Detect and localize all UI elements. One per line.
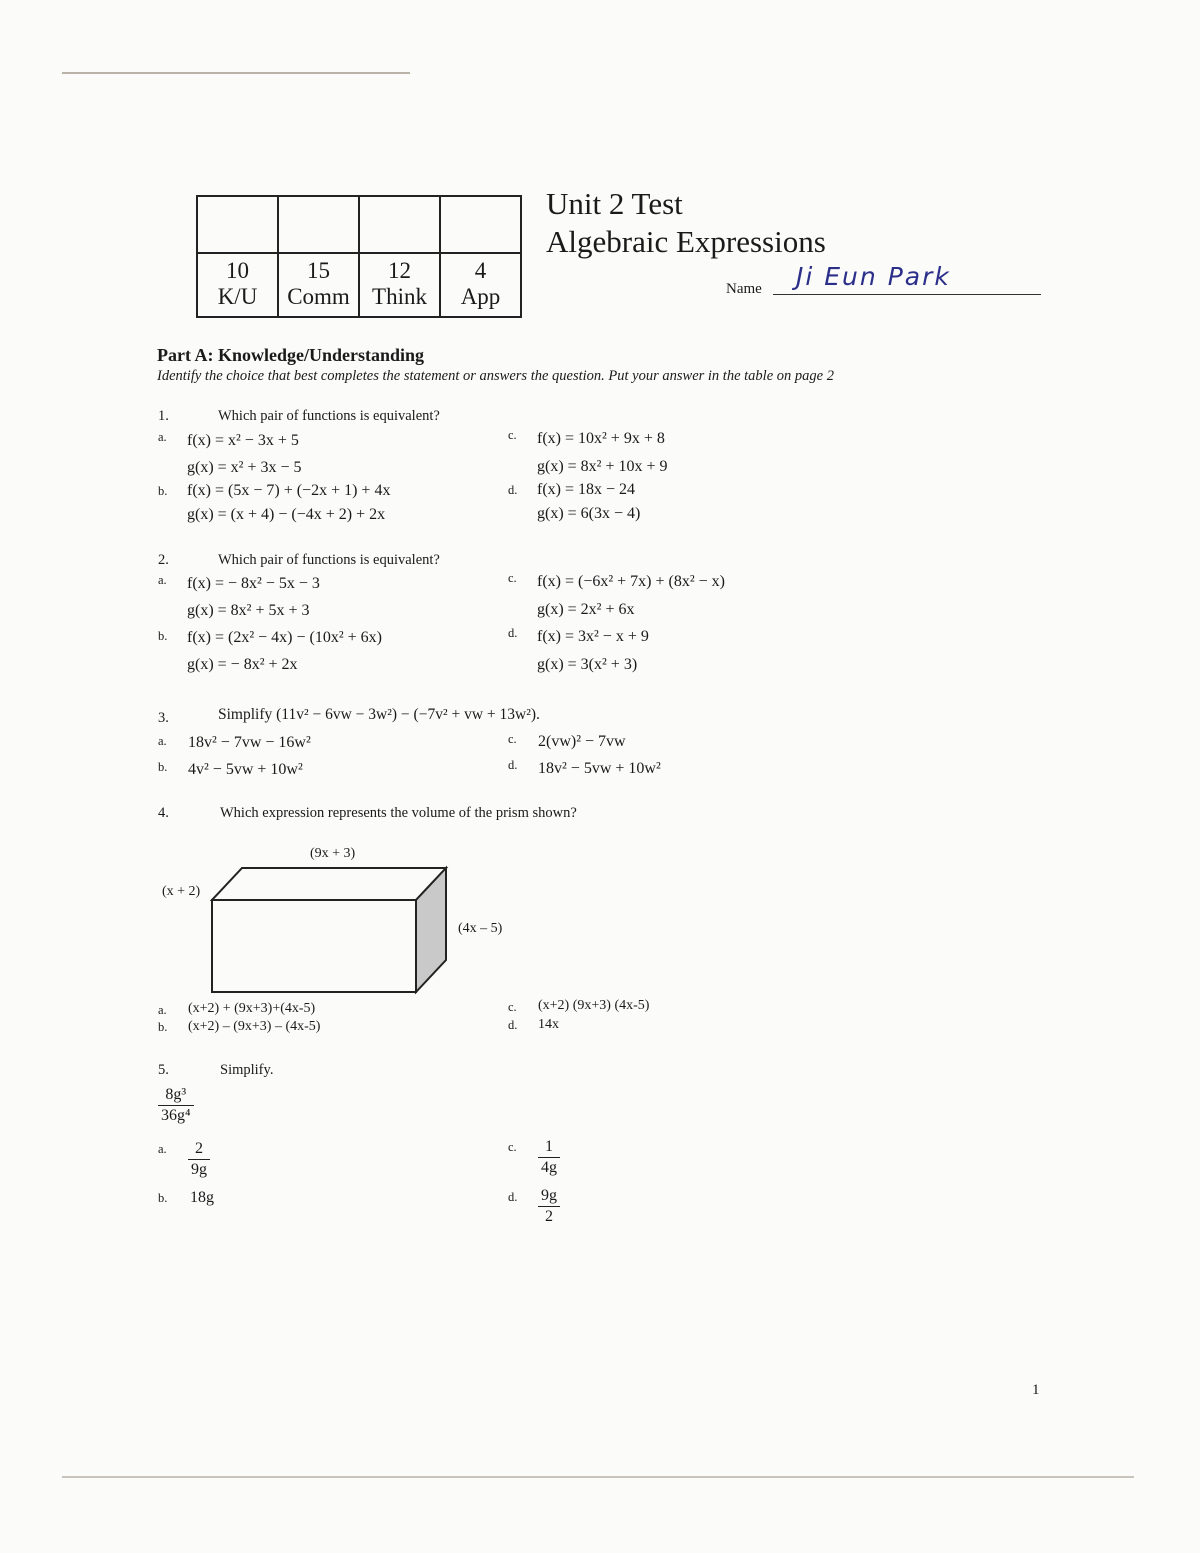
prism-top-face — [212, 868, 446, 900]
category-comm: Comm — [278, 284, 359, 317]
q1-option-a-label: a. — [158, 430, 167, 444]
q2-option-b-line2: g(x) = − 8x² + 2x — [187, 656, 298, 673]
q4-option-d-label: d. — [508, 1018, 518, 1032]
q1-option-c-line1: f(x) = 10x² + 9x + 8 — [537, 430, 665, 447]
q4-option-a: (x+2) + (9x+3)+(4x-5) — [188, 1001, 316, 1016]
bottom-edge-line — [62, 1476, 1134, 1478]
q2-option-c-label: c. — [508, 571, 517, 585]
q5-option-d-denominator: 2 — [545, 1208, 553, 1225]
fraction-bar — [188, 1159, 210, 1160]
category-ku: K/U — [197, 284, 278, 317]
q1-option-d-line2: g(x) = 6(3x − 4) — [537, 505, 641, 522]
q2-option-d-line1: f(x) = 3x² − x + 9 — [537, 628, 649, 645]
q1-option-b-label: b. — [158, 484, 168, 498]
q5-option-a-numerator: 2 — [195, 1140, 203, 1157]
score-cell-app — [440, 196, 521, 253]
fraction-bar — [538, 1157, 560, 1158]
student-name: Ji Eun Park — [796, 262, 951, 291]
q5-option-a — [188, 1140, 210, 1179]
marks-table — [196, 195, 522, 318]
q3-option-b-label: b. — [158, 760, 168, 774]
q4-option-a-label: a. — [158, 1003, 167, 1017]
q3-option-c: 2(vw)² − 7vw — [538, 733, 626, 750]
q1-option-b-line1: f(x) = (5x − 7) + (−2x + 1) + 4x — [187, 482, 391, 499]
prism-width-label: (x + 2) — [162, 884, 201, 899]
q2-option-c-line2: g(x) = 2x² + 6x — [537, 601, 635, 618]
q4-option-c-label: c. — [508, 1000, 517, 1014]
q1-number: 1. — [158, 408, 169, 424]
q3-option-d: 18v² − 5vw + 10w² — [538, 760, 661, 777]
q2-option-d-label: d. — [508, 626, 518, 640]
q4-option-d: 14x — [538, 1017, 559, 1032]
q5-option-a-label: a. — [158, 1142, 167, 1156]
q5-expression-denominator: 36g⁴ — [161, 1107, 191, 1124]
q2-option-c-line1: f(x) = (−6x² + 7x) + (8x² − x) — [537, 573, 726, 590]
top-edge-line — [62, 72, 410, 74]
q4-option-b-label: b. — [158, 1020, 168, 1034]
score-cell-think — [359, 196, 440, 253]
q5-option-c-numerator: 1 — [545, 1138, 553, 1155]
score-cell-ku — [197, 196, 278, 253]
page-number: 1 — [1032, 1382, 1040, 1398]
q5-option-c-label: c. — [508, 1140, 517, 1154]
q5-option-c-denominator: 4g — [541, 1159, 557, 1176]
q2-option-a-line1: f(x) = − 8x² − 5x − 3 — [187, 575, 320, 592]
q2-option-a-line2: g(x) = 8x² + 5x + 3 — [187, 602, 310, 619]
q4-option-c: (x+2) (9x+3) (4x-5) — [538, 998, 650, 1013]
q1-option-d-line1: f(x) = 18x − 24 — [537, 481, 636, 498]
title-line-2: Algebraic Expressions — [546, 224, 826, 259]
q2-option-b-label: b. — [158, 629, 168, 643]
q1-option-c-line2: g(x) = 8x² + 10x + 9 — [537, 458, 668, 475]
part-a-heading: Part A: Knowledge/Understanding — [157, 345, 425, 365]
prism-front-face — [212, 900, 416, 992]
q5-option-d — [538, 1187, 560, 1226]
q5-option-b-label: b. — [158, 1191, 168, 1205]
category-think: Think — [359, 284, 440, 317]
part-a-instruction: Identify the choice that best completes the statement or answers the question. Put your answer in the table on page 2 — [157, 368, 834, 384]
name-label: Name — [726, 281, 762, 297]
q2-text: Which pair of functions is equivalent? — [218, 552, 440, 568]
q5-expression-numerator: 8g³ — [165, 1086, 187, 1103]
points-app: 4 — [440, 253, 521, 284]
q1-option-c-label: c. — [508, 428, 517, 442]
q3-text: Simplify (11v² − 6vw − 3w²) − (−7v² + vw + 13w²). — [218, 706, 540, 723]
q1-option-d-label: d. — [508, 483, 518, 497]
category-app: App — [440, 284, 521, 317]
q3-option-a: 18v² − 7vw − 16w² — [188, 734, 311, 751]
q3-option-a-label: a. — [158, 734, 167, 748]
q1-option-a-line1: f(x) = x² − 3x + 5 — [187, 432, 299, 449]
points-ku: 10 — [197, 253, 278, 284]
q4-text: Which expression represents the volume of the prism shown? — [220, 805, 577, 821]
test-title — [546, 185, 826, 261]
fraction-bar — [538, 1206, 560, 1207]
q2-option-d-line2: g(x) = 3(x² + 3) — [537, 656, 638, 673]
q4-number: 4. — [158, 805, 169, 821]
q3-number: 3. — [158, 710, 169, 726]
score-cell-comm — [278, 196, 359, 253]
title-line-1: Unit 2 Test — [546, 186, 683, 221]
q5-expression — [158, 1086, 194, 1125]
q2-option-a-label: a. — [158, 573, 167, 587]
prism-height-label: (4x – 5) — [458, 921, 503, 936]
prism-diagram — [210, 864, 450, 996]
name-underline — [773, 294, 1041, 295]
q2-option-b-line1: f(x) = (2x² − 4x) − (10x² + 6x) — [187, 629, 382, 646]
q1-option-a-line2: g(x) = x² + 3x − 5 — [187, 459, 302, 476]
q2-number: 2. — [158, 552, 169, 568]
q5-option-b: 18g — [190, 1189, 214, 1206]
q5-number: 5. — [158, 1062, 169, 1078]
q5-option-d-numerator: 9g — [541, 1187, 557, 1204]
q4-option-b: (x+2) – (9x+3) – (4x-5) — [188, 1019, 321, 1034]
prism-length-label: (9x + 3) — [310, 846, 356, 861]
q3-option-d-label: d. — [508, 758, 518, 772]
q5-option-c — [538, 1138, 560, 1177]
q1-option-b-line2: g(x) = (x + 4) − (−4x + 2) + 2x — [187, 506, 386, 523]
q3-option-c-label: c. — [508, 732, 517, 746]
fraction-bar — [158, 1105, 194, 1106]
points-think: 12 — [359, 253, 440, 284]
q5-text: Simplify. — [220, 1062, 274, 1078]
q5-option-d-label: d. — [508, 1190, 518, 1204]
q5-option-a-denominator: 9g — [191, 1161, 207, 1178]
q1-text: Which pair of functions is equivalent? — [218, 408, 440, 424]
points-comm: 15 — [278, 253, 359, 284]
q3-option-b: 4v² − 5vw + 10w² — [188, 761, 303, 778]
